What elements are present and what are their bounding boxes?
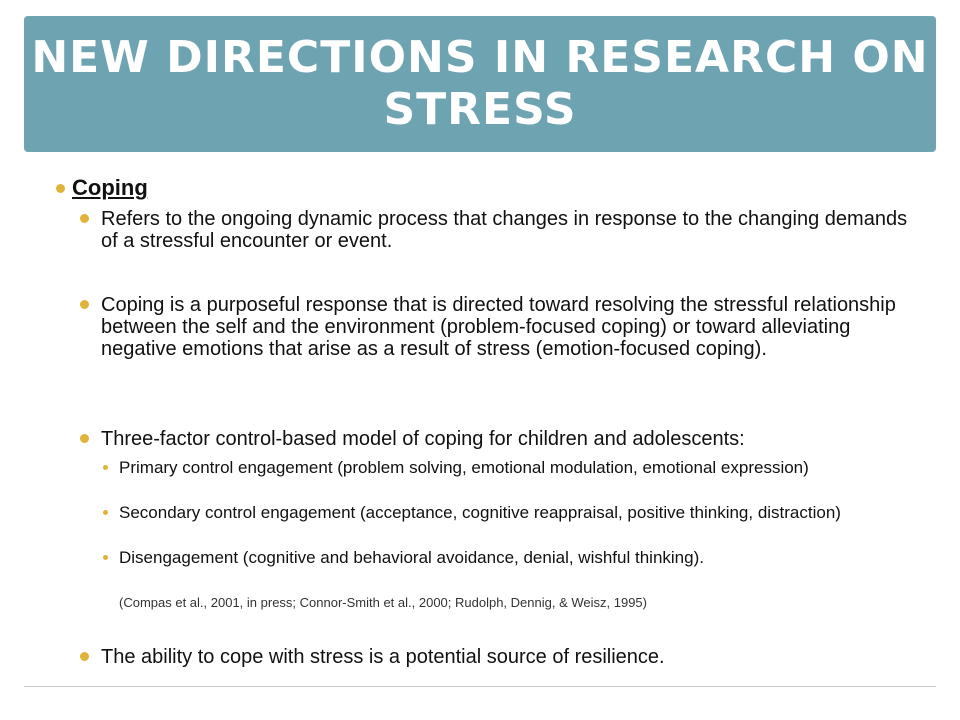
list-item — [101, 208, 921, 252]
bullet-text: The ability to cope with stress is a potential source of resilience. — [101, 646, 665, 668]
bullet-dot-icon — [56, 184, 65, 193]
list-item — [119, 548, 929, 568]
bullet-dot-icon — [80, 214, 89, 223]
sub-bullet-dot-icon — [103, 555, 108, 560]
bullet-dot-icon — [80, 652, 89, 661]
list-item — [101, 294, 901, 360]
citation — [119, 594, 919, 612]
footer-divider — [24, 686, 936, 687]
list-item — [119, 458, 919, 478]
list-item — [101, 646, 921, 668]
sub-bullet-text: Primary control engagement (problem solving, emotional modulation, emotional expression) — [119, 458, 809, 477]
bullet-text: Refers to the ongoing dynamic process that changes in response to the changing demands of a stressful encounter or event. — [101, 208, 908, 252]
bullet-text: Three-factor control-based model of coping for children and adolescents: — [101, 428, 745, 450]
bullet-text: Coping is a purposeful response that is directed toward resolving the stressful relationship between the self and the environment (problem-focused coping) or toward alleviating negative emotions that arise as a result of stress (emotion-focused coping). — [101, 294, 896, 360]
citation-text: (Compas et al., 2001, in press; Connor-Smith et al., 2000; Rudolph, Dennig, & Weisz, 1995) — [119, 595, 647, 610]
bullet-dot-icon — [80, 434, 89, 443]
slide-title: NEW DIRECTIONS IN RESEARCH ON STRESS — [31, 32, 929, 135]
sub-bullet-dot-icon — [103, 510, 108, 515]
sub-bullet-text: Disengagement (cognitive and behavioral avoidance, denial, wishful thinking). — [119, 548, 704, 567]
list-item — [119, 503, 929, 523]
section-heading — [72, 175, 148, 201]
sub-bullet-text: Secondary control engagement (acceptance, cognitive reappraisal, positive thinking, distraction) — [119, 503, 841, 522]
bullet-dot-icon — [80, 300, 89, 309]
sub-bullet-dot-icon — [103, 465, 108, 470]
coping-heading: Coping — [72, 175, 148, 200]
list-item — [101, 428, 941, 450]
